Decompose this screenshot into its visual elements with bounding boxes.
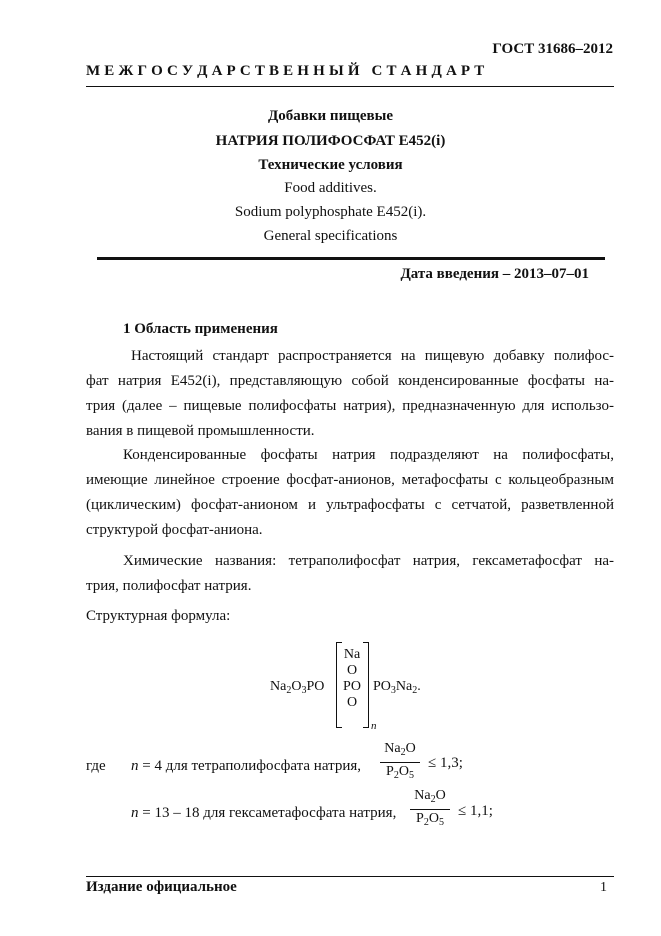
fraction-line (410, 809, 450, 810)
formula-text: Na (384, 741, 401, 756)
paragraph-line: трия (далее – пищевые полифосфаты натрия), предназначенную для использо- (86, 398, 614, 414)
intro-date: Дата введения – 2013–07–01 (400, 266, 589, 282)
header-rule (86, 86, 614, 87)
formula-subscript: 2 (430, 794, 436, 805)
title-line-2: НАТРИЯ ПОЛИФОСФАТ E452(i) (215, 133, 446, 149)
formula-subscript: 2 (286, 685, 292, 696)
section-heading: 1 Область применения (123, 321, 278, 337)
formula-subscript: 2 (423, 817, 429, 828)
paragraph-line: имеющие линейное строение фосфат-анионов, метафосфаты с кольцеобразным (86, 472, 614, 488)
formula-text: P (416, 811, 424, 826)
formula-subscript: 2 (412, 685, 418, 696)
formula-subscript: 3 (390, 685, 396, 696)
condition-2-bound: ≤ 1,1; (458, 803, 493, 819)
formula-text: PO (373, 679, 391, 694)
bracket-row: Na (343, 647, 361, 662)
formula-subscript: 5 (408, 770, 414, 781)
page-number: 1 (600, 880, 607, 895)
condition-text: = 4 для тетраполифосфата натрия, (138, 758, 362, 774)
bracket-row: O (346, 663, 358, 678)
paragraph-line: структурой фосфат-аниона. (86, 522, 263, 538)
ratio-numerator (380, 741, 420, 757)
n-symbol: n (131, 758, 139, 774)
title-en-3: General specifications (263, 228, 398, 244)
formula-text: O (405, 741, 416, 756)
formula-text: P (386, 764, 394, 779)
n-symbol: n (131, 805, 139, 821)
formula-text: O (435, 788, 446, 803)
formula-text: O (291, 679, 302, 694)
formula-text: Na (414, 788, 431, 803)
condition-1 (131, 758, 361, 775)
paragraph-line: Химические названия: тетраполифосфат натрия, гексаметафосфат на- (123, 553, 614, 569)
ratio-denominator (380, 764, 420, 780)
formula-subscript: 2 (400, 747, 406, 758)
formula-subscript-n: n (371, 720, 377, 732)
formula-left-group (270, 679, 324, 695)
formula-label: Структурная формула: (86, 608, 231, 624)
formula-subscript: 5 (438, 817, 444, 828)
paragraph-line: Конденсированные фосфаты натрия подразделяют на полифосфаты, (123, 447, 614, 463)
title-line-3: Технические условия (258, 157, 403, 173)
title-line-1: Добавки пищевые (267, 108, 394, 124)
paragraph-line: Настоящий стандарт распространяется на пищевую добавку полифос- (131, 348, 614, 364)
footer-rule (86, 876, 614, 877)
formula-text: Na (395, 679, 413, 694)
edition-label: Издание официальное (86, 879, 237, 895)
formula-subscript: 3 (301, 685, 307, 696)
condition-1-bound: ≤ 1,3; (428, 755, 463, 771)
formula-text: O (428, 811, 439, 826)
where-label: где (86, 758, 106, 774)
paragraph-line: трия, полифосфат натрия. (86, 578, 252, 594)
ratio-denominator (410, 811, 450, 827)
banner-interstate-standard: М Е Ж Г О С У Д А Р С Т В Е Н Н Ы Й С Т А Н Д А Р Т (86, 63, 485, 79)
paragraph-line: фат натрия E452(i), представляющую собой конденсированные фосфаты на- (86, 373, 614, 389)
bracket-row: O (346, 695, 358, 710)
formula-text: PO (306, 679, 325, 694)
formula-subscript: 2 (393, 770, 399, 781)
ratio-numerator (410, 788, 450, 804)
paragraph-line: вания в пищевой промышленности. (86, 423, 315, 439)
formula-text: . (417, 679, 421, 694)
fraction-line (380, 762, 420, 763)
bracket-row: PO (343, 679, 361, 694)
formula-text: Na (270, 679, 287, 694)
formula-text: O (398, 764, 409, 779)
right-bracket (363, 642, 369, 728)
condition-2 (131, 805, 396, 822)
paragraph-line: (циклическим) фосфат-анионом и ультрафосфаты с сетчатой, разветвленной (86, 497, 614, 513)
bracket-column (341, 647, 363, 711)
title-rule (97, 257, 605, 260)
condition-text: = 13 – 18 для гексаметафосфата натрия, (138, 805, 397, 821)
formula-right-group (373, 679, 421, 695)
title-en-2: Sodium polyphosphate E452(i). (234, 204, 427, 220)
standard-number: ГОСТ 31686–2012 (492, 41, 613, 57)
title-en-1: Food additives. (284, 180, 377, 196)
